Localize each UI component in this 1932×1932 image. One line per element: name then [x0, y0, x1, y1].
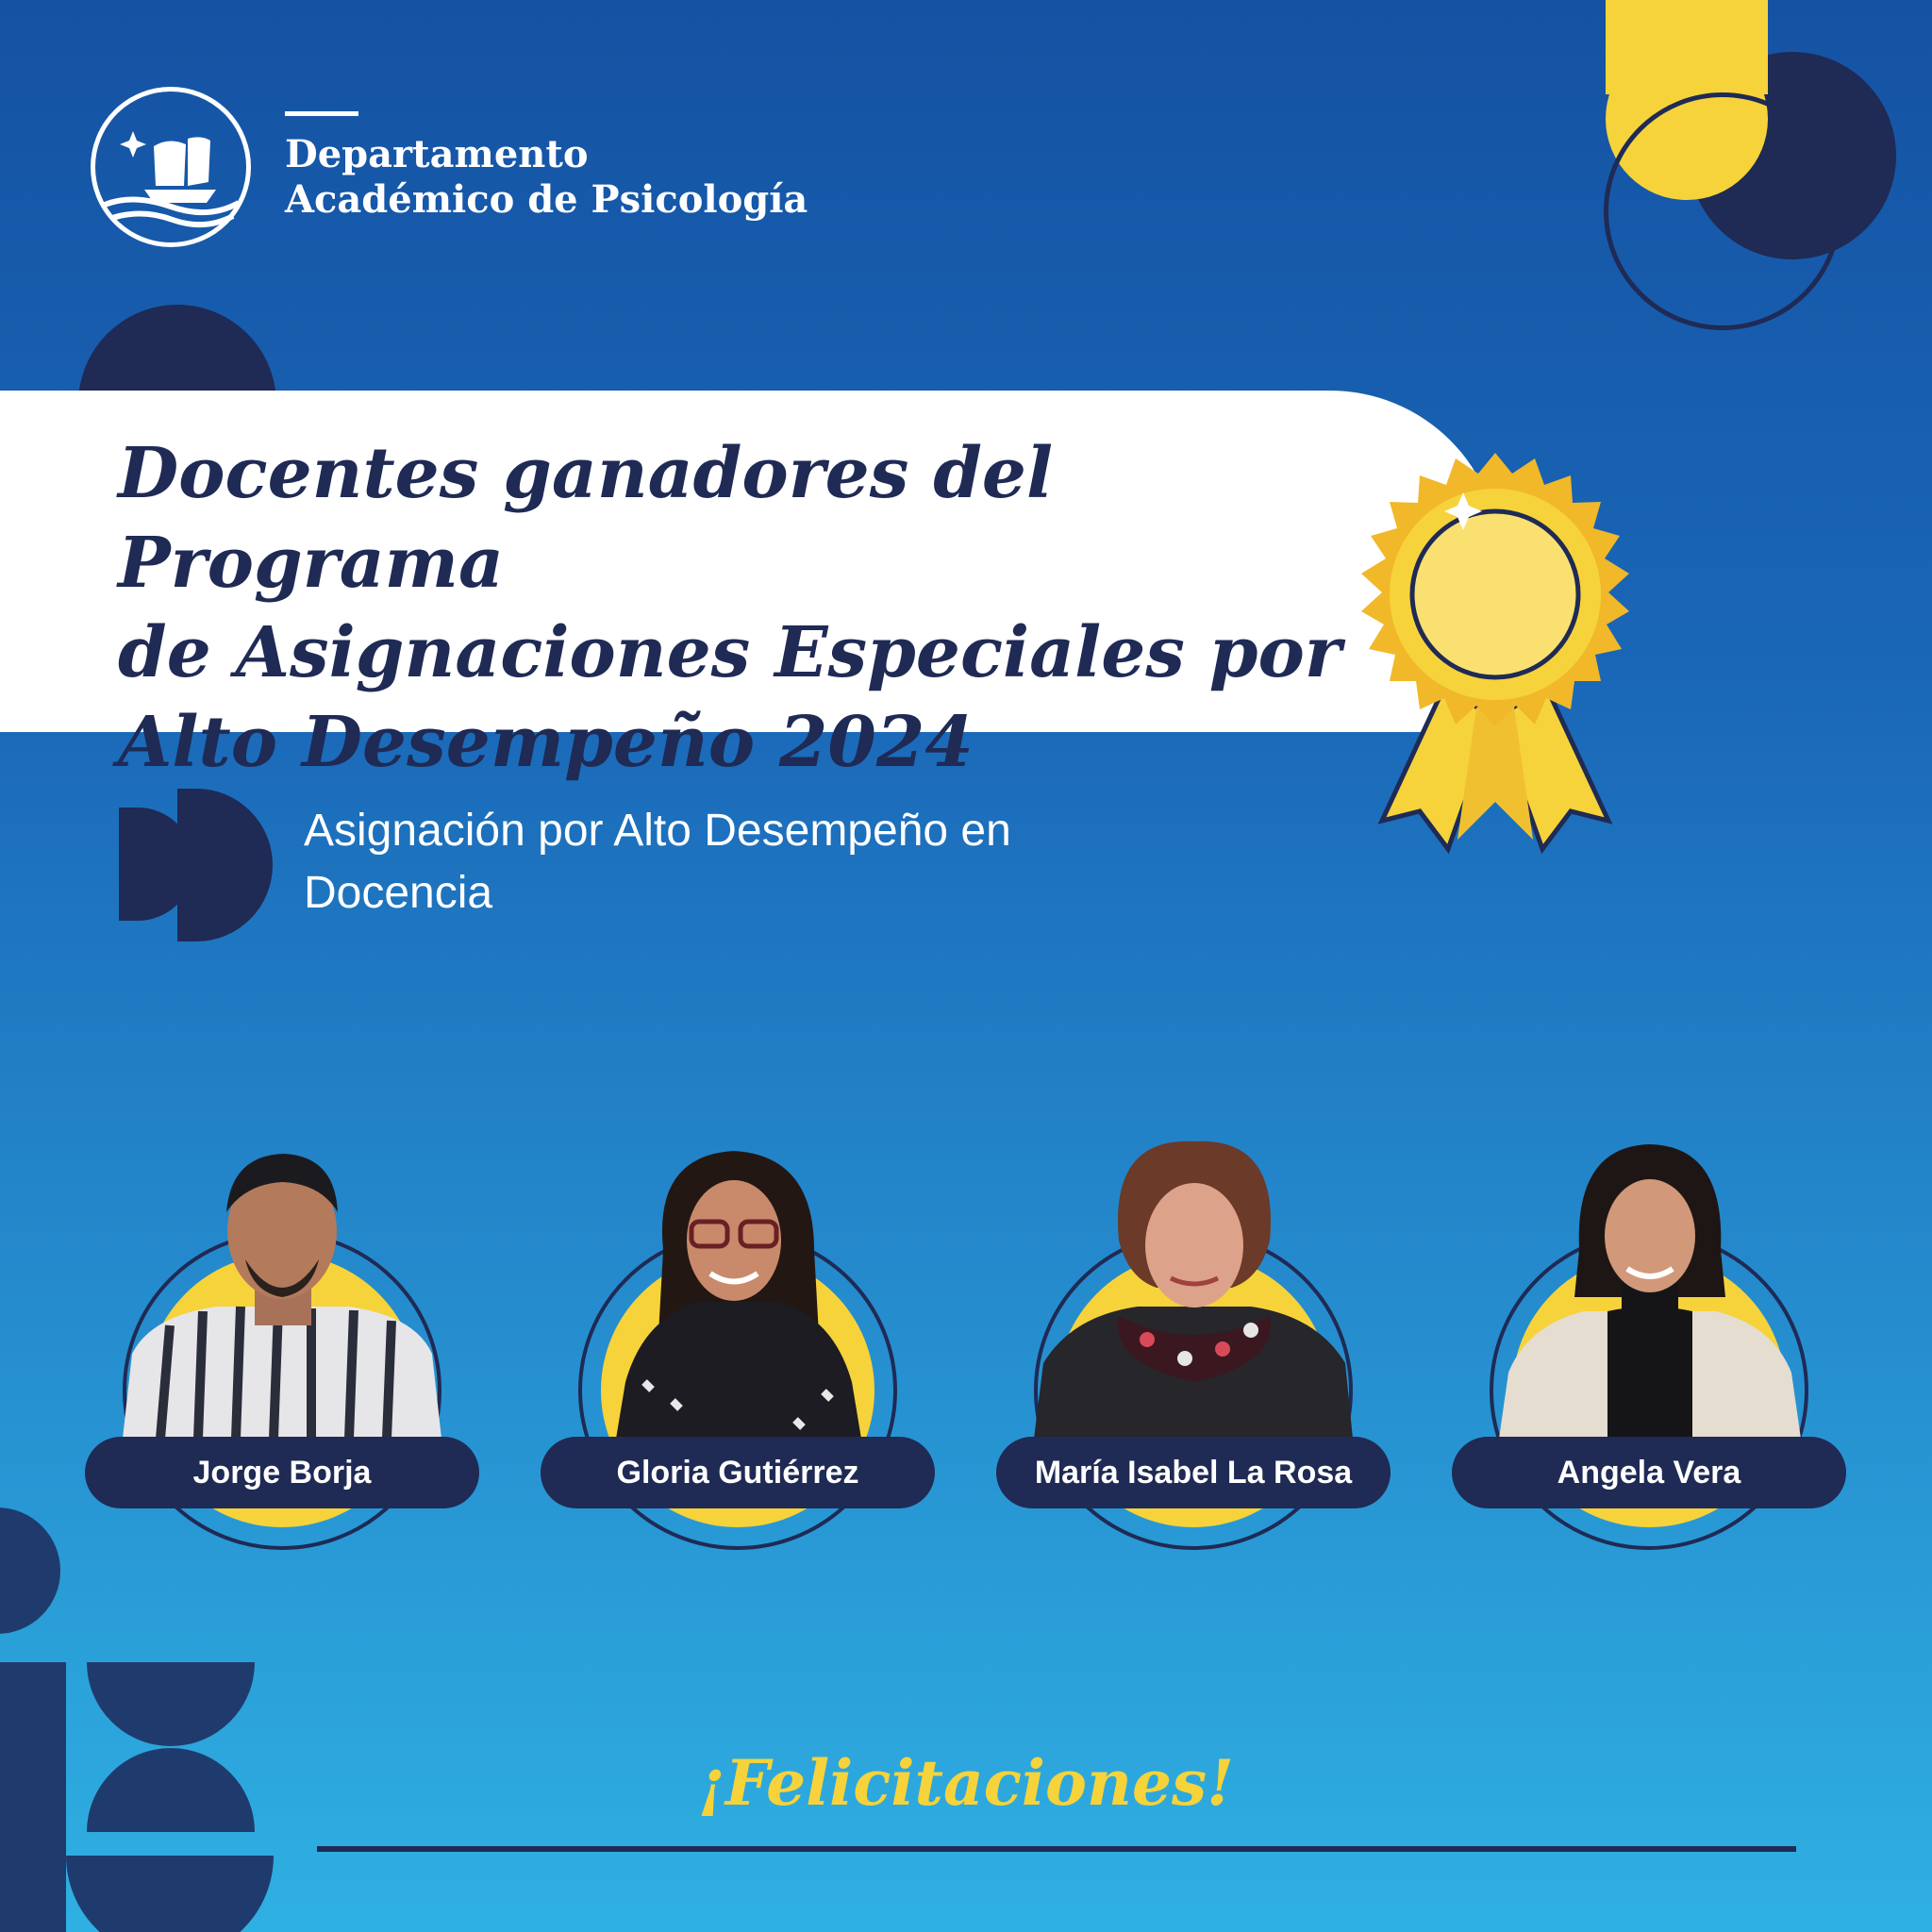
person-card — [541, 1137, 935, 1509]
logo-divider — [285, 111, 358, 116]
page-title — [118, 429, 1344, 788]
person-card — [85, 1137, 479, 1509]
subtitle-decor-icon — [119, 789, 275, 942]
person-photo — [996, 1137, 1391, 1439]
decor-navy-ring — [1604, 92, 1841, 330]
award-category-line-2: Docencia — [304, 868, 493, 918]
title-line-3: Alto Desempeño 2024 — [118, 702, 974, 783]
department-name — [285, 132, 808, 223]
person-name: Gloria Gutiérrez — [541, 1437, 935, 1508]
title-line-1: Docentes ganadores del Programa — [118, 433, 1054, 604]
person-card — [1452, 1137, 1846, 1509]
department-line-2: Académico de Psicología — [285, 177, 808, 222]
department-line-1: Departamento — [285, 132, 589, 176]
person-photo — [1452, 1137, 1846, 1439]
footer-divider — [317, 1846, 1796, 1852]
logo-icon — [91, 87, 251, 247]
person-photo — [85, 1137, 479, 1439]
person-card — [996, 1137, 1391, 1509]
decor-bottom-left-circle — [0, 1507, 60, 1634]
person-name: María Isabel La Rosa — [996, 1437, 1391, 1508]
person-name: Jorge Borja — [85, 1437, 479, 1508]
award-category — [304, 800, 1153, 924]
person-photo — [541, 1137, 935, 1439]
award-medal-icon — [1344, 443, 1646, 858]
congratulations-message: ¡Felicitaciones! — [697, 1746, 1235, 1820]
person-name: Angela Vera — [1452, 1437, 1846, 1508]
award-category-line-1: Asignación por Alto Desempeño en — [304, 806, 1011, 856]
title-line-2: de Asignaciones Especiales por — [118, 612, 1341, 693]
